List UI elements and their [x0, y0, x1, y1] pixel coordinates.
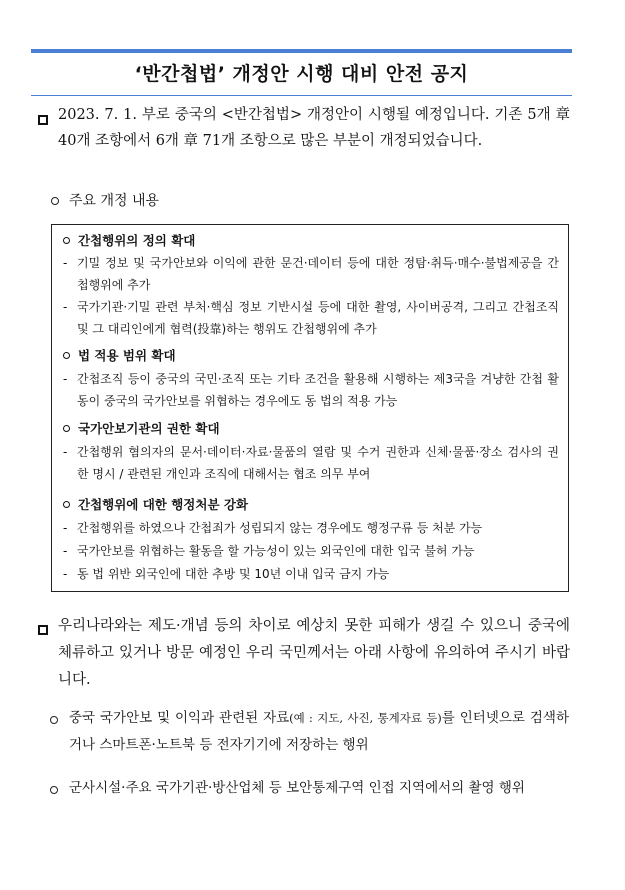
circle-bullet-icon	[63, 352, 70, 359]
square-bullet-icon	[38, 625, 48, 635]
section-heading: 간첩행위의 정의 확대	[63, 231, 195, 251]
advisory-item: 중국 국가안보 및 이익과 관련된 자료(예 : 지도, 사진, 통계자료 등)를 인터넷으로 검색하거나 스마트폰·노트북 등 전자기기에 저장하는 행위	[69, 710, 569, 753]
amendments-label: 주요 개정 내용	[69, 193, 160, 209]
section-heading: 간첩행위에 대한 행정처분 강화	[63, 495, 248, 515]
circle-bullet-icon	[63, 501, 70, 508]
list-item: - 간첩행위를 하였으나 간첩죄가 성립되지 않는 경우에도 행정구류 등 처분 가능	[63, 521, 483, 535]
advisory-item: 군사시설·주요 국가기관·방산업체 등 보안통제구역 인접 지역에서의 촬영 행위	[69, 780, 525, 796]
title-banner	[31, 49, 572, 96]
list-item: - 동 법 위반 외국인에 대한 추방 및 10년 이내 입국 금지 가능	[63, 567, 390, 581]
circle-bullet-icon	[63, 425, 70, 432]
page-title: ‘반간첩법’ 개정안 시행 대비 안전 공지	[134, 63, 469, 85]
amendments-box	[51, 224, 569, 592]
intro-paragraph: 2023. 7. 1. 부로 중국의 <반간첩법> 개정안이 시행될 예정입니다. 기존 5개 章 40개 조항에서 6개 章 71개 조항으로 많은 부분이 개정되었습니다.	[58, 107, 570, 149]
circle-bullet-icon	[63, 237, 70, 244]
list-item: - 국가기관·기밀 관련 부처·핵심 정보 기반시설 등에 대한 촬영, 사이버공격, 그리고 간첩조직 및 그 대리인에게 협력(投靠)하는 행위도 간첩행위에 추가	[63, 300, 559, 336]
title-bottom-rule	[31, 95, 572, 96]
circle-bullet-icon	[50, 786, 58, 794]
list-item: - 간첩행위 혐의자의 문서·데이터·자료·물품의 열람 및 수거 권한과 신체·물품·장소 검사의 권한 명시 / 관련된 개인과 조직에 대해서는 협조 의무 부여	[63, 445, 559, 481]
list-item: - 국가안보를 위협하는 활동을 할 가능성이 있는 외국인에 대한 입국 불허 가능	[63, 544, 475, 558]
list-item: - 간첩조직 등이 중국의 국민·조직 또는 기타 조건을 활용해 시행하는 제3국을 겨냥한 간첩 활동이 중국의 국가안보를 위협하는 경우에도 동 법의 적용 가능	[63, 372, 559, 408]
list-item: - 기밀 정보 및 국가안보와 이익에 관한 문건·데이터 등에 대한 정탐·취득·매수·불법제공을 간첩행위에 추가	[63, 256, 559, 292]
section-heading: 법 적용 범위 확대	[63, 346, 176, 366]
circle-bullet-icon	[50, 716, 58, 724]
section-heading: 국가안보기관의 권한 확대	[63, 419, 220, 439]
advisory-paragraph: 우리나라와는 제도·개념 등의 차이로 예상치 못한 피해가 생길 수 있으니 중국에 체류하고 있거나 방문 예정인 우리 국민께서는 아래 사항에 유의하여 주시기 바랍니다.	[58, 618, 570, 688]
square-bullet-icon	[38, 115, 48, 125]
circle-bullet-icon	[51, 197, 59, 205]
